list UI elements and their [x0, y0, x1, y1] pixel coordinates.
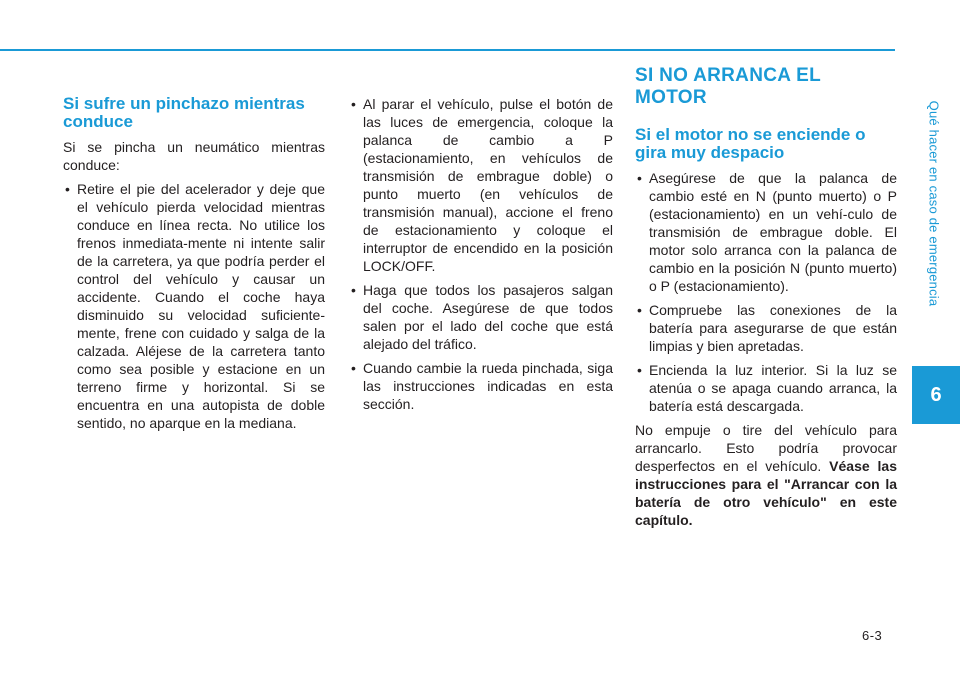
column-1	[63, 95, 325, 438]
engine-start-bullets	[635, 169, 897, 415]
flat-tire-bullets	[63, 180, 325, 432]
bullet-item: • Compruebe las conexiones de la batería para asegurarse de que están limpias y bien apretadas.	[635, 301, 897, 355]
column-2	[349, 95, 613, 419]
chapter-side-label-text: Qué hacer en caso de emergencia	[926, 100, 942, 306]
flat-tire-bullets-cont	[349, 95, 613, 413]
flat-tire-heading: Si sufre un pinchazo mientras conduce	[63, 94, 305, 131]
bullet-item: • Al parar el vehículo, pulse el botón de las luces de emergencia, coloque la palanca de cambio a P (estacionamiento, en vehículos de transmisión de embrague doble) o punto muerto (en vehículos de transmisión manual), accione el freno de estacionamiento y coloque el interruptor de encendido en la posición LOCK/OFF.	[349, 95, 613, 275]
bullet-item: • Encienda la luz interior. Si la luz se atenúa o se apaga cuando arranca, la batería está descargada.	[635, 361, 897, 415]
note-text: No empuje o tire del vehículo para arrancarlo. Esto podría provocar desperfectos en el vehículo.	[635, 422, 897, 474]
engine-start-note	[635, 421, 897, 529]
bullet-item: • Cuando cambie la rueda pinchada, siga las instrucciones indicadas en esta sección.	[349, 359, 613, 413]
chapter-side-label	[924, 38, 944, 368]
bullet-item: • Asegúrese de que la palanca de cambio esté en N (punto muerto) o P (estacionamiento) en un vehí-culo de transmisión de embrague doble. El motor solo arranca con la palanca de cambio en la posición N (punto muerto) o P (estacionamiento).	[635, 169, 897, 295]
chapter-number: 6	[930, 383, 942, 406]
engine-start-heading: Si el motor no se enciende o gira muy despacio	[635, 125, 866, 162]
column-3	[635, 65, 897, 535]
bullet-item: • Retire el pie del acelerador y deje que el vehículo pierda velocidad mientras conduce en línea recta. No utilice los frenos inmediata-mente ni intente salir de la carretera, ya que podría perder el control del vehículo y causar un accidente. Cuando el coche haya disminuido su velocidad suficiente-mente, frene con cuidado y salga de la calzada. Aléjese de la carretera tanto como sea posible y estacione en un terreno firme y horizontal. Si se encuentra en una autopista de doble sentido, no aparque en la mediana.	[63, 180, 325, 432]
flat-tire-intro: Si se pincha un neumático mientras conduce:	[63, 139, 325, 173]
page-number: 6-3	[862, 628, 883, 643]
bullet-item: • Haga que todos los pasajeros salgan del coche. Asegúrese de que todos salen por el lado del coche que está alejado del tráfico.	[349, 281, 613, 353]
top-rule	[0, 49, 895, 51]
chapter-tab	[912, 366, 960, 424]
section-title: SI NO ARRANCA EL MOTOR	[635, 65, 821, 108]
note-reference: Véase las instrucciones para el "Arrancar con la batería de otro vehículo" en este capítulo.	[635, 458, 897, 528]
